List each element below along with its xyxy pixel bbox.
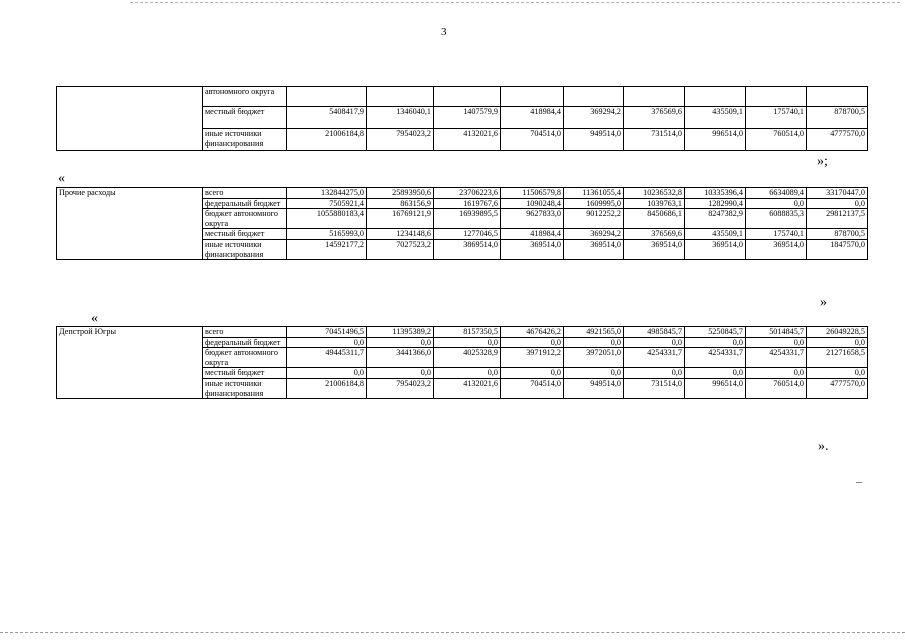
value-cell: 11506579,8 <box>501 188 564 199</box>
row-label: местный бюджет <box>203 368 287 379</box>
value-cell: 731514,0 <box>624 129 685 151</box>
value-cell: 0,0 <box>564 368 624 379</box>
value-cell: 704514,0 <box>501 129 564 151</box>
value-cell: 0,0 <box>367 337 434 348</box>
value-cell: 878700,5 <box>807 107 868 129</box>
row-label: всего <box>203 188 287 199</box>
closing-quote-mark: » <box>820 295 827 310</box>
value-cell <box>746 87 807 107</box>
value-cell: 4777570,0 <box>807 378 868 398</box>
table-row <box>57 188 868 199</box>
value-cell: 0,0 <box>367 368 434 379</box>
value-cell: 949514,0 <box>564 129 624 151</box>
value-cell: 7954023,2 <box>367 129 434 151</box>
value-cell: 7954023,2 <box>367 378 434 398</box>
value-cell: 369514,0 <box>564 239 624 259</box>
value-cell: 0,0 <box>287 337 367 348</box>
value-cell: 21006184,8 <box>287 129 367 151</box>
value-cell: 0,0 <box>746 198 807 209</box>
row-label: бюджет автономного округа <box>203 209 287 229</box>
value-cell: 4985845,7 <box>624 327 685 338</box>
value-cell: 7505921,4 <box>287 198 367 209</box>
value-cell: 731514,0 <box>624 378 685 398</box>
row-label: иные источники финансирования <box>203 378 287 398</box>
value-cell: 16939895,5 <box>434 209 501 229</box>
row-label: местный бюджет <box>203 229 287 240</box>
value-cell: 9627833,0 <box>501 209 564 229</box>
value-cell: 4254331,7 <box>746 348 807 368</box>
closing-quote-mark: ». <box>818 439 829 454</box>
value-cell: 1346040,1 <box>367 107 434 129</box>
value-cell <box>564 87 624 107</box>
program-name-cell: Депстрой Югры <box>57 327 203 399</box>
value-cell: 0,0 <box>501 337 564 348</box>
value-cell: 4777570,0 <box>807 129 868 151</box>
value-cell: 369514,0 <box>746 239 807 259</box>
value-cell: 0,0 <box>685 368 746 379</box>
value-cell: 9012252,2 <box>564 209 624 229</box>
value-cell: 435509,1 <box>685 107 746 129</box>
value-cell <box>434 87 501 107</box>
row-label: автономного округа <box>203 87 287 107</box>
table-depstroy <box>56 326 868 399</box>
value-cell: 6088835,3 <box>746 209 807 229</box>
value-cell: 4132021,6 <box>434 129 501 151</box>
value-cell: 21271658,5 <box>807 348 868 368</box>
value-cell: 1090248,4 <box>501 198 564 209</box>
value-cell: 21006184,8 <box>287 378 367 398</box>
value-cell: 1407579,9 <box>434 107 501 129</box>
value-cell <box>287 87 367 107</box>
value-cell: 0,0 <box>807 337 868 348</box>
table-continuation <box>56 86 868 151</box>
value-cell: 3441366,0 <box>367 348 434 368</box>
scan-mark <box>856 482 862 483</box>
program-name-cell <box>57 87 203 151</box>
table-row <box>57 87 868 107</box>
value-cell: 5408417,9 <box>287 107 367 129</box>
value-cell: 4254331,7 <box>624 348 685 368</box>
value-cell: 376569,6 <box>624 107 685 129</box>
value-cell: 8247382,9 <box>685 209 746 229</box>
closing-quote-mark: »; <box>817 154 828 169</box>
value-cell: 7027523,2 <box>367 239 434 259</box>
value-cell: 996514,0 <box>685 378 746 398</box>
row-label: местный бюджет <box>203 107 287 129</box>
value-cell: 132844275,0 <box>287 188 367 199</box>
value-cell: 1282990,4 <box>685 198 746 209</box>
value-cell <box>367 87 434 107</box>
value-cell: 4921565,0 <box>564 327 624 338</box>
value-cell <box>807 87 868 107</box>
value-cell: 0,0 <box>434 337 501 348</box>
value-cell: 0,0 <box>746 337 807 348</box>
value-cell: 369514,0 <box>501 239 564 259</box>
value-cell <box>624 87 685 107</box>
value-cell: 0,0 <box>564 337 624 348</box>
value-cell: 1234148,6 <box>367 229 434 240</box>
value-cell: 369294,2 <box>564 229 624 240</box>
value-cell: 418984,4 <box>501 107 564 129</box>
value-cell: 33170447,0 <box>807 188 868 199</box>
opening-quote-mark: « <box>58 171 65 186</box>
value-cell: 1609995,0 <box>564 198 624 209</box>
value-cell: 0,0 <box>624 368 685 379</box>
value-cell: 11361055,4 <box>564 188 624 199</box>
value-cell: 0,0 <box>434 368 501 379</box>
program-name-cell: Прочие расходы <box>57 188 203 260</box>
value-cell: 1277046,5 <box>434 229 501 240</box>
value-cell: 8157350,5 <box>434 327 501 338</box>
value-cell <box>685 87 746 107</box>
value-cell: 5014845,7 <box>746 327 807 338</box>
value-cell: 11395389,2 <box>367 327 434 338</box>
table-other-expenses <box>56 187 868 260</box>
value-cell: 369514,0 <box>624 239 685 259</box>
value-cell: 10236532,8 <box>624 188 685 199</box>
value-cell: 49445311,7 <box>287 348 367 368</box>
value-cell: 4025328,9 <box>434 348 501 368</box>
table-row <box>57 327 868 338</box>
value-cell: 4254331,7 <box>685 348 746 368</box>
value-cell: 760514,0 <box>746 378 807 398</box>
value-cell: 0,0 <box>807 198 868 209</box>
value-cell: 5250845,7 <box>685 327 746 338</box>
value-cell: 0,0 <box>624 337 685 348</box>
value-cell: 949514,0 <box>564 378 624 398</box>
value-cell: 10335396,4 <box>685 188 746 199</box>
value-cell: 5165993,0 <box>287 229 367 240</box>
value-cell: 1039763,1 <box>624 198 685 209</box>
value-cell: 26049228,5 <box>807 327 868 338</box>
value-cell: 4132021,6 <box>434 378 501 398</box>
value-cell <box>501 87 564 107</box>
value-cell: 4676426,2 <box>501 327 564 338</box>
row-label: бюджет автономного округа <box>203 348 287 368</box>
value-cell: 23706223,6 <box>434 188 501 199</box>
value-cell: 3971912,2 <box>501 348 564 368</box>
value-cell: 369294,2 <box>564 107 624 129</box>
value-cell: 760514,0 <box>746 129 807 151</box>
value-cell: 175740,1 <box>746 107 807 129</box>
value-cell: 175740,1 <box>746 229 807 240</box>
value-cell: 6634089,4 <box>746 188 807 199</box>
value-cell: 3972051,0 <box>564 348 624 368</box>
value-cell: 16769121,9 <box>367 209 434 229</box>
value-cell: 418984,4 <box>501 229 564 240</box>
value-cell: 369514,0 <box>685 239 746 259</box>
scan-edge-bottom <box>0 632 905 633</box>
value-cell: 25893950,6 <box>367 188 434 199</box>
row-label: иные источники финансирования <box>203 239 287 259</box>
value-cell: 3869514,0 <box>434 239 501 259</box>
value-cell: 14592177,2 <box>287 239 367 259</box>
value-cell: 1055880183,4 <box>287 209 367 229</box>
value-cell: 863156,9 <box>367 198 434 209</box>
value-cell: 376569,6 <box>624 229 685 240</box>
value-cell: 1847570,0 <box>807 239 868 259</box>
row-label: иные источники финансирования <box>203 129 287 151</box>
value-cell: 0,0 <box>685 337 746 348</box>
page-number: 3 <box>441 26 447 38</box>
value-cell: 996514,0 <box>685 129 746 151</box>
value-cell: 0,0 <box>287 368 367 379</box>
scan-edge-top <box>130 2 900 3</box>
value-cell: 704514,0 <box>501 378 564 398</box>
value-cell: 8450686,1 <box>624 209 685 229</box>
opening-quote-mark: « <box>91 311 98 326</box>
value-cell: 435509,1 <box>685 229 746 240</box>
row-label: федеральный бюджет <box>203 337 287 348</box>
row-label: всего <box>203 327 287 338</box>
value-cell: 0,0 <box>746 368 807 379</box>
value-cell: 29812137,5 <box>807 209 868 229</box>
value-cell: 0,0 <box>501 368 564 379</box>
row-label: федеральный бюджет <box>203 198 287 209</box>
value-cell: 1619767,6 <box>434 198 501 209</box>
value-cell: 878700,5 <box>807 229 868 240</box>
value-cell: 70451496,5 <box>287 327 367 338</box>
value-cell: 0,0 <box>807 368 868 379</box>
